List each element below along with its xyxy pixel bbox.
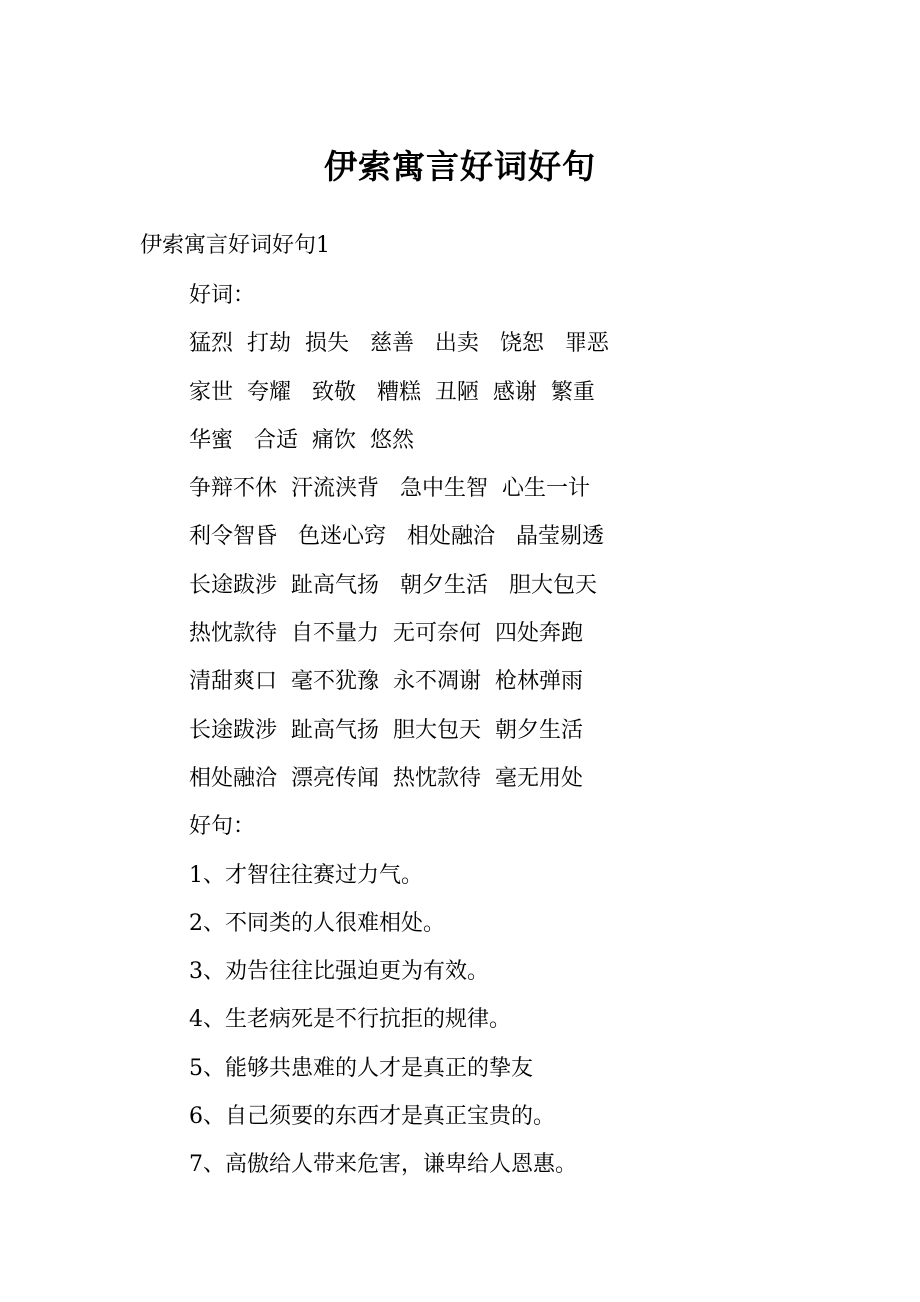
sentence-line: 5、能够共患难的人才是真正的挚友	[189, 1055, 533, 1081]
word-line: 家世 夸耀 致敬 糟糕 丑陋 感谢 繁重	[189, 379, 595, 405]
document-body	[189, 276, 609, 1194]
word-line: 长途跋涉 趾高气扬 朝夕生活 胆大包天	[189, 572, 597, 598]
word-line: 相处融洽 漂亮传闻 热忱款待 毫无用处	[189, 765, 583, 791]
sentence-line: 2、不同类的人很难相处。	[189, 910, 445, 936]
sentence-line: 6、自己须要的东西才是真正宝贵的。	[189, 1104, 555, 1130]
word-line: 利令智昏 色迷心窍 相处融洽 晶莹剔透	[189, 524, 604, 550]
word-line: 清甜爽口 毫不犹豫 永不凋谢 枪林弹雨	[189, 669, 583, 695]
section-heading: 伊索寓言好词好句1	[140, 233, 330, 258]
word-line: 热忱款待 自不量力 无可奈何 四处奔跑	[189, 621, 583, 647]
word-line: 长途跋涉 趾高气扬 胆大包天 朝夕生活	[189, 717, 583, 743]
sentence-line: 7、高傲给人带来危害，谦卑给人恩惠。	[189, 1152, 577, 1178]
good-words-label: 好词：	[189, 283, 256, 308]
word-line: 猛烈 打劫 损失 慈善 出卖 饶恕 罪恶	[189, 331, 609, 357]
word-line: 华蜜 合适 痛饮 悠然	[189, 427, 414, 453]
word-line: 争辩不休 汗流浃背 急中生智 心生一计	[189, 476, 590, 502]
sentence-line: 3、劝告往往比强迫更为有效。	[189, 959, 489, 985]
sentence-line: 4、生老病死是不行抗拒的规律。	[189, 1007, 511, 1033]
document-title: 伊索寓言好词好句	[324, 147, 596, 186]
good-sentences-label: 好句：	[189, 814, 256, 840]
sentence-line: 1、才智往往赛过力气。	[189, 862, 423, 888]
